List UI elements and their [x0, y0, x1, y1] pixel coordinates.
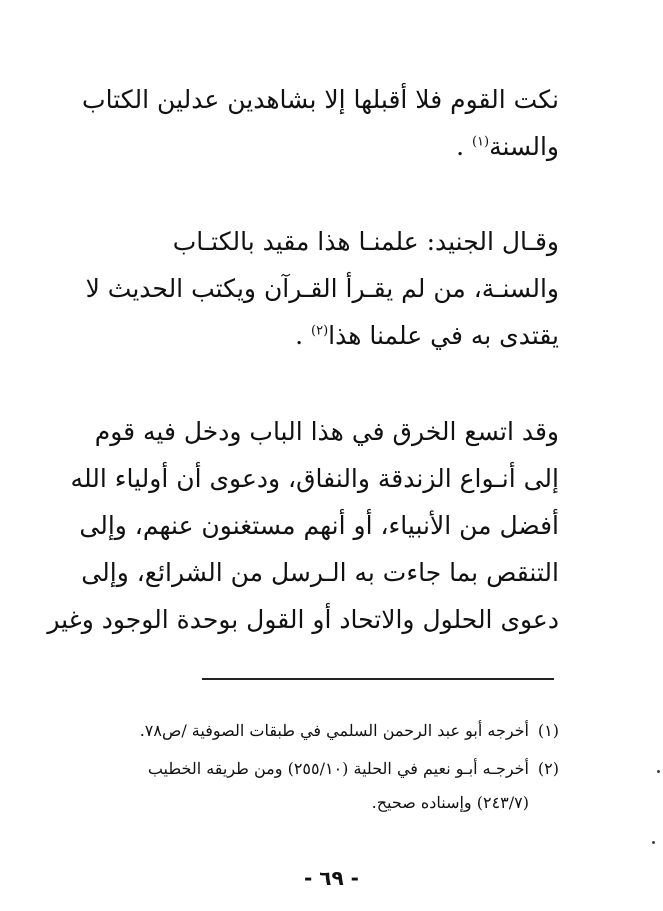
text-line — [59, 123, 559, 170]
text-segment: يقتدى به في علمنا هذا — [328, 321, 559, 350]
footnote-text: أخرجـه أبـو نعيم في الحلية (٢٥٥/١٠) ومن طريقه الخطيب — [147, 759, 529, 778]
end-period: . — [456, 132, 465, 161]
paragraph-2 — [59, 218, 559, 359]
end-period: . — [295, 321, 304, 350]
footnote-line — [39, 714, 559, 748]
footnote-number: (١) — [537, 721, 559, 740]
paragraph-3 — [47, 408, 559, 643]
footnote-1 — [39, 714, 559, 748]
text-line: والسنـة، من لم يقـرأ القـرآن ويكتب الحديث لا — [85, 274, 559, 303]
scan-speck — [657, 770, 660, 773]
text-line: وقـال الجنيد: علمنـا هذا مقيد بالكتـاب — [172, 227, 559, 256]
footnote-line: (٢٤٣/٧) وإسناده صحيح. — [371, 793, 529, 812]
page-number: - ٦٩ - — [304, 866, 359, 890]
scan-speck — [652, 841, 655, 844]
paragraph-1 — [59, 76, 559, 170]
text-line: أفضل من الأنبياء، أو أنهم مستغنون عنهم، وإلى — [79, 511, 559, 540]
text-line — [59, 312, 559, 359]
footnote-ref-1: (١) — [471, 134, 490, 150]
footnote-text: أخرجه أبو عبد الرحمن السلمي في طبقات الصوفية /ص٧٨. — [139, 721, 529, 740]
text-line: نكت القوم فلا أقبلها إلا بشاهدين عدلين الكتاب — [82, 85, 559, 114]
text-line: إلى أنـواع الزندقة والنفاق، ودعوى أن أولياء الله — [70, 464, 559, 493]
text-line: التنقص بما جاءت به الـرسل من الشرائع، وإلى — [81, 558, 559, 587]
text-segment: والسنة — [489, 132, 559, 161]
footnote-ref-2: (٢) — [311, 323, 329, 339]
footnote-separator — [202, 678, 554, 680]
text-line: وقد اتسع الخرق في هذا الباب ودخل فيه قوم — [94, 417, 559, 446]
footnote-2 — [39, 752, 559, 820]
footnote-line — [39, 752, 559, 786]
footnote-number: (٢) — [537, 759, 559, 778]
text-line: دعوى الحلول والاتحاد أو القول بوحدة الوجود وغير — [47, 605, 559, 634]
